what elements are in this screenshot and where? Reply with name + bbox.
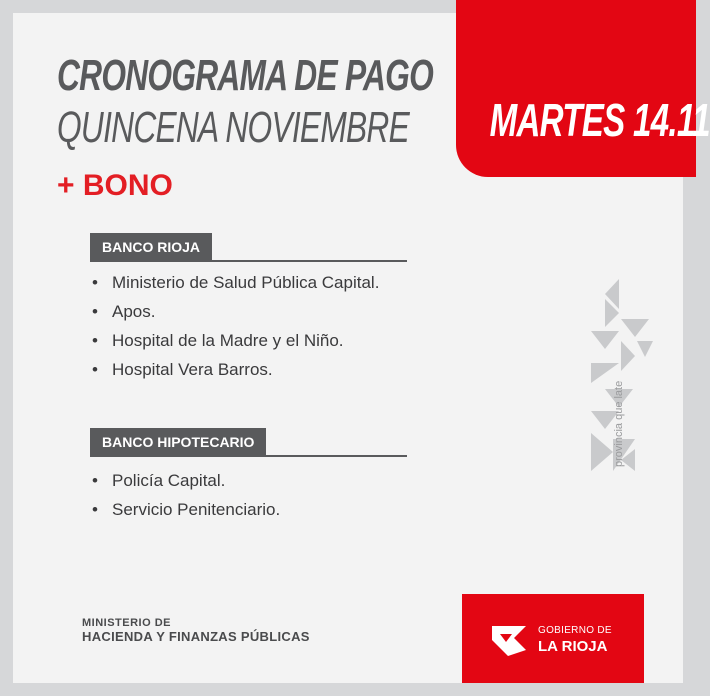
title-line-2: QUINCENA NOVIEMBRE	[57, 103, 410, 152]
section-list-banco-hipotecario	[90, 466, 280, 524]
bono-label: + BONO	[57, 169, 173, 202]
section-label: BANCO RIOJA	[90, 233, 212, 261]
section-list-banco-rioja	[90, 268, 379, 384]
gov-line-1: GOBIERNO DE	[538, 625, 612, 636]
la-rioja-emblem-icon	[492, 622, 526, 656]
section-label: BANCO HIPOTECARIO	[90, 428, 266, 456]
gov-line-2: LA RIOJA	[538, 638, 608, 655]
list-item: • Hospital de la Madre y el Niño.	[90, 326, 379, 355]
date-banner	[456, 0, 710, 177]
list-item: • Hospital Vera Barros.	[90, 355, 379, 384]
list-item: • Policía Capital.	[90, 466, 280, 495]
poster-card	[13, 13, 710, 683]
section-divider	[90, 455, 407, 457]
ministry-line-1: MINISTERIO DE	[82, 617, 172, 629]
logo-tagline: provincia que late	[613, 380, 625, 467]
ministry-block	[82, 617, 310, 644]
ministry-line-2: HACIENDA Y FINANZAS PÚBLICAS	[82, 629, 310, 644]
title-line-1: CRONOGRAMA DE PAGO	[57, 51, 434, 100]
list-item: • Servicio Penitenciario.	[90, 495, 280, 524]
list-item: • Apos.	[90, 297, 379, 326]
date-text: MARTES 14.11	[489, 94, 710, 146]
section-divider	[90, 260, 407, 262]
gobierno-logo-box	[462, 594, 644, 683]
list-item: • Ministerio de Salud Pública Capital.	[90, 268, 379, 297]
